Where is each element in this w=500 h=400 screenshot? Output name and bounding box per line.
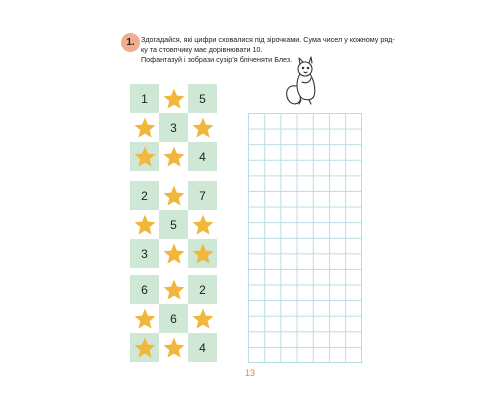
grid-cell-number: 2 — [188, 275, 217, 304]
squirrel-illustration-icon — [282, 56, 324, 106]
task-number-badge: 1. — [121, 33, 140, 52]
grid-cell-number: 4 — [188, 142, 217, 171]
puzzle-grid-3 — [130, 275, 217, 362]
grid-cell-number: 5 — [159, 210, 188, 239]
hidden-digit-star-icon — [130, 142, 159, 171]
hidden-digit-star-icon — [130, 304, 159, 333]
puzzle-grid-1 — [130, 84, 217, 171]
grid-cell-number: 1 — [130, 84, 159, 113]
hidden-digit-star-icon — [130, 113, 159, 142]
hidden-digit-star-icon — [159, 142, 188, 171]
hidden-digit-star-icon — [159, 239, 188, 268]
grid-cell-number: 2 — [130, 181, 159, 210]
hidden-digit-star-icon — [159, 84, 188, 113]
hidden-digit-star-icon — [159, 275, 188, 304]
puzzle-grid-2 — [130, 181, 217, 268]
grid-cell-number: 6 — [159, 304, 188, 333]
grid-cell-number: 7 — [188, 181, 217, 210]
drawing-grid — [248, 113, 362, 363]
grid-cell-number: 3 — [130, 239, 159, 268]
page-number: 13 — [244, 368, 255, 378]
grid-cell-number: 6 — [130, 275, 159, 304]
hidden-digit-star-icon — [130, 210, 159, 239]
instruction-line-2: ку та стовпчику має дорівнювати 10. — [141, 45, 263, 54]
hidden-digit-star-icon — [159, 181, 188, 210]
grid-cell-number: 5 — [188, 84, 217, 113]
hidden-digit-star-icon — [188, 304, 217, 333]
instruction-line-3: Пофантазуй і зобрази сузір’я бліченяти Блез. — [141, 55, 293, 64]
hidden-digit-star-icon — [159, 333, 188, 362]
hidden-digit-star-icon — [130, 333, 159, 362]
hidden-digit-star-icon — [188, 239, 217, 268]
instruction-line-1: Здогадайся, які цифри сховалися під зірочками. Сума чисел у кожному ряд- — [141, 35, 395, 44]
grid-cell-number: 3 — [159, 113, 188, 142]
grid-cell-number: 4 — [188, 333, 217, 362]
hidden-digit-star-icon — [188, 210, 217, 239]
hidden-digit-star-icon — [188, 113, 217, 142]
